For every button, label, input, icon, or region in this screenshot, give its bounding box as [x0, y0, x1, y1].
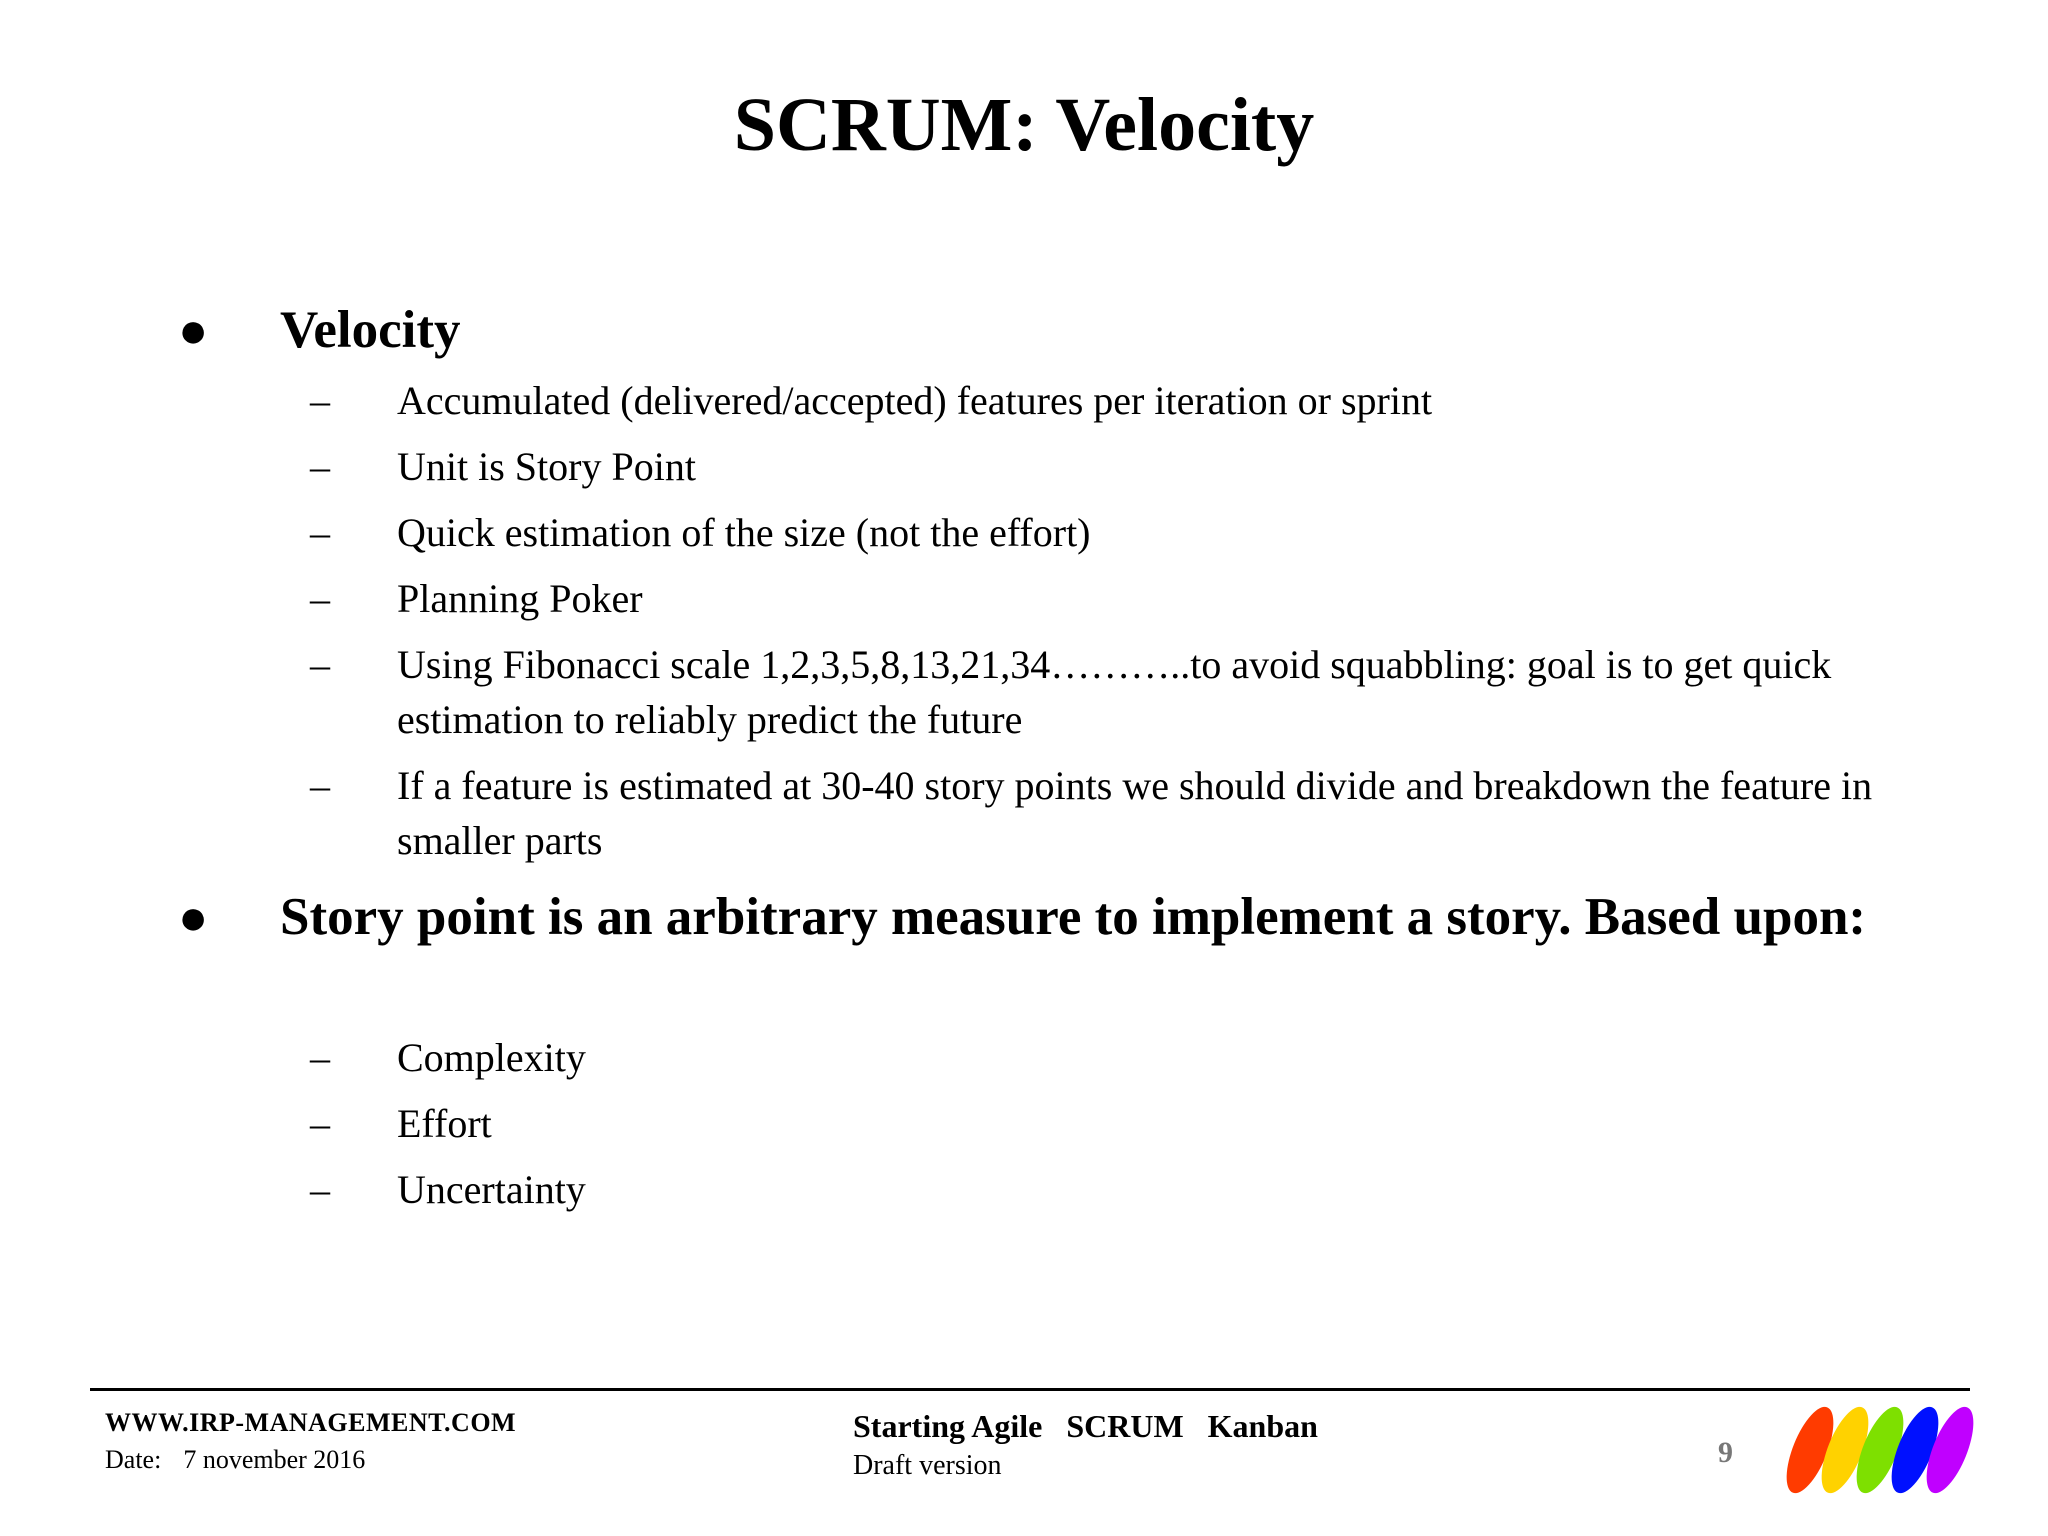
- subitem-feature-breakdown: If a feature is estimated at 30-40 story points we should divide and breakdown the feature in smaller parts: [397, 763, 1873, 863]
- subitem-complexity: Complexity: [397, 1035, 586, 1080]
- footer-date-value: 7 november 2016: [183, 1445, 366, 1474]
- dash-marker: –: [310, 378, 330, 423]
- subitem-unit: Unit is Story Point: [397, 444, 696, 489]
- subitem-quick-estimation: Quick estimation of the size (not the effort): [397, 510, 1091, 555]
- footer-course-title: Starting Agile SCRUM Kanban: [853, 1408, 1318, 1444]
- dash-marker: –: [310, 510, 330, 555]
- bullet-marker: ●: [178, 302, 209, 358]
- bullet-velocity: Velocity: [280, 301, 461, 359]
- subitem-accumulated: Accumulated (delivered/accepted) features per iteration or sprint: [397, 378, 1433, 423]
- subitem-uncertainty: Uncertainty: [397, 1167, 586, 1212]
- subitem-fibonacci: Using Fibonacci scale 1,2,3,5,8,13,21,34………..to avoid squabbling: goal is to get quick estimation to reliably predict the future: [397, 642, 1832, 742]
- dash-marker: –: [310, 1035, 330, 1080]
- dash-marker: –: [310, 642, 330, 687]
- footer-date-label: Date:: [105, 1445, 162, 1474]
- dash-marker: –: [310, 444, 330, 489]
- dash-marker: –: [310, 1101, 330, 1146]
- subitem-planning-poker: Planning Poker: [397, 576, 643, 621]
- dash-marker: –: [310, 763, 330, 808]
- rainbow-stripes-logo-icon: [1785, 1400, 1975, 1500]
- footer-divider: [90, 1388, 1970, 1391]
- footer-website: WWW.IRP-MANAGEMENT.COM: [105, 1408, 517, 1437]
- slide-title: SCRUM: Velocity: [733, 83, 1315, 167]
- dash-marker: –: [310, 576, 330, 621]
- footer-draft-label: Draft version: [853, 1450, 1002, 1481]
- bullet-story-point: Story point is an arbitrary measure to implement a story. Based upon:: [280, 888, 1867, 946]
- bullet-marker: ●: [178, 889, 209, 945]
- dash-marker: –: [310, 1167, 330, 1212]
- page-number: 9: [1718, 1436, 1733, 1469]
- subitem-effort: Effort: [397, 1101, 492, 1146]
- footer-date: [105, 1445, 365, 1475]
